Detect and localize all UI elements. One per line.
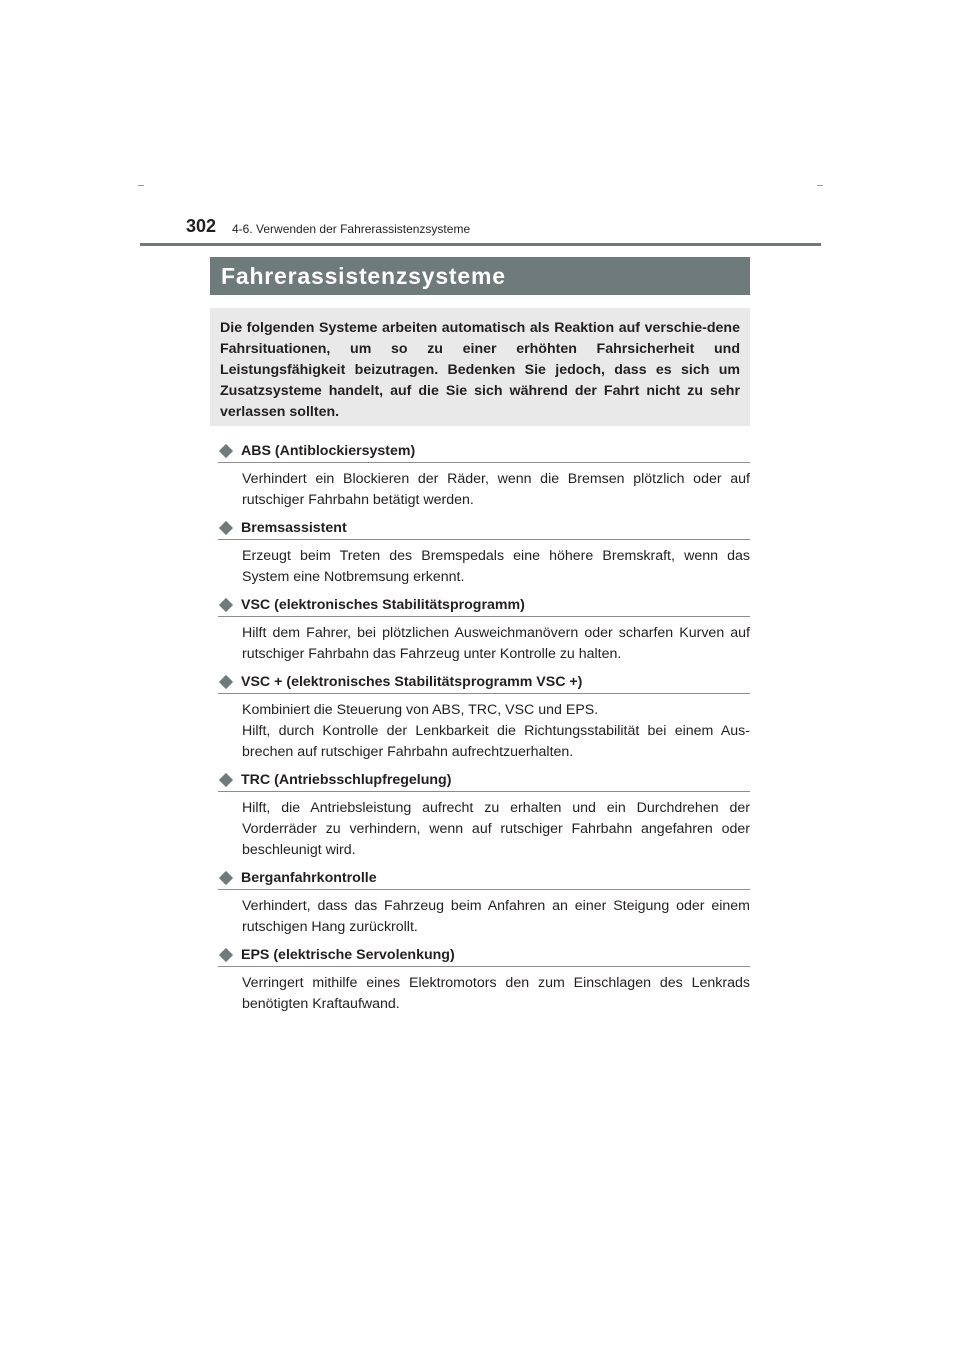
system-description <box>218 469 750 511</box>
system-description <box>218 973 750 1015</box>
system-heading <box>218 594 750 617</box>
system-item-vsc <box>218 594 750 665</box>
system-title: VSC + (elektronisches Stabilitätsprogramm VSC +) <box>241 674 583 690</box>
system-list <box>218 440 750 1021</box>
description-line: Erzeugt beim Treten des Bremspedals eine höhere Bremskraft, wenn das System eine Notbremsung erkennt. <box>242 548 750 585</box>
page-title: Fahrerassistenzsysteme <box>221 263 506 289</box>
system-description <box>218 700 750 763</box>
diamond-bullet-icon <box>219 675 233 689</box>
description-line: Verhindert, dass das Fahrzeug beim Anfahren an einer Steigung oder einem rutschigen Hang zurückrollt. <box>242 898 750 935</box>
system-item-vsc-plus <box>218 671 750 763</box>
diamond-bullet-icon <box>219 444 233 458</box>
system-title: EPS (elektrische Servolenkung) <box>241 947 455 963</box>
system-heading <box>218 671 750 694</box>
system-item-eps <box>218 944 750 1015</box>
diamond-bullet-icon <box>219 773 233 787</box>
system-description <box>218 798 750 861</box>
description-line: Kombiniert die Steuerung von ABS, TRC, VSC und EPS. <box>242 702 599 718</box>
system-heading <box>218 867 750 890</box>
system-heading <box>218 944 750 967</box>
system-description <box>218 896 750 938</box>
description-line: Hilft, durch Kontrolle der Lenkbarkeit die Richtungsstabilität bei einem Aus-brechen auf rutschiger Fahrbahn aufrechtzuerhalten. <box>242 723 750 760</box>
system-title: Bremsassistent <box>241 520 347 536</box>
running-head: 4-6. Verwenden der Fahrerassistenzsysteme <box>232 222 471 236</box>
header-divider <box>140 243 821 246</box>
system-heading <box>218 517 750 540</box>
description-line: Hilft, die Antriebsleistung aufrecht zu erhalten und ein Durchdrehen der Vorderräder zu verhindern, wenn auf rutschiger Fahrbahn angefahren oder beschleunigt wird. <box>242 800 750 858</box>
description-line: Hilft dem Fahrer, bei plötzlichen Ausweichmanövern oder scharfen Kurven auf rutschiger Fahrbahn das Fahrzeug unter Kontrolle zu halten. <box>242 625 750 662</box>
diamond-bullet-icon <box>219 521 233 535</box>
diamond-bullet-icon <box>219 948 233 962</box>
system-item-brake-assist <box>218 517 750 588</box>
diamond-bullet-icon <box>219 598 233 612</box>
intro-box <box>210 308 750 426</box>
system-item-hill-start <box>218 867 750 938</box>
system-title: TRC (Antriebsschlupfregelung) <box>241 772 452 788</box>
crop-mark-right <box>817 185 823 186</box>
system-item-trc <box>218 769 750 861</box>
crop-mark-left <box>138 185 144 186</box>
description-line: Verhindert ein Blockieren der Räder, wenn die Bremsen plötzlich oder auf rutschiger Fahrbahn betätigt werden. <box>242 471 750 508</box>
system-description <box>218 623 750 665</box>
section-title-bar <box>210 257 750 295</box>
system-title: VSC (elektronisches Stabilitätsprogramm) <box>241 597 525 613</box>
system-title: ABS (Antiblockiersystem) <box>241 443 416 459</box>
description-line: Verringert mithilfe eines Elektromotors den zum Einschlagen des Lenkrads benötigten Kraftaufwand. <box>242 975 750 1012</box>
intro-text: Die folgenden Systeme arbeiten automatisch als Reaktion auf verschie-dene Fahrsituationen, um so zu einer erhöhten Fahrsicherheit und Leistungsfähigkeit beizutragen. Bedenken Sie jedoch, dass es sich um Zusatzsysteme handelt, auf die Sie sich während der Fahrt nicht zu sehr verlassen sollten. <box>220 320 740 420</box>
diamond-bullet-icon <box>219 871 233 885</box>
system-item-abs <box>218 440 750 511</box>
system-description <box>218 546 750 588</box>
system-heading <box>218 440 750 463</box>
page-number: 302 <box>186 216 217 236</box>
system-title: Berganfahrkontrolle <box>241 870 377 886</box>
system-heading <box>218 769 750 792</box>
